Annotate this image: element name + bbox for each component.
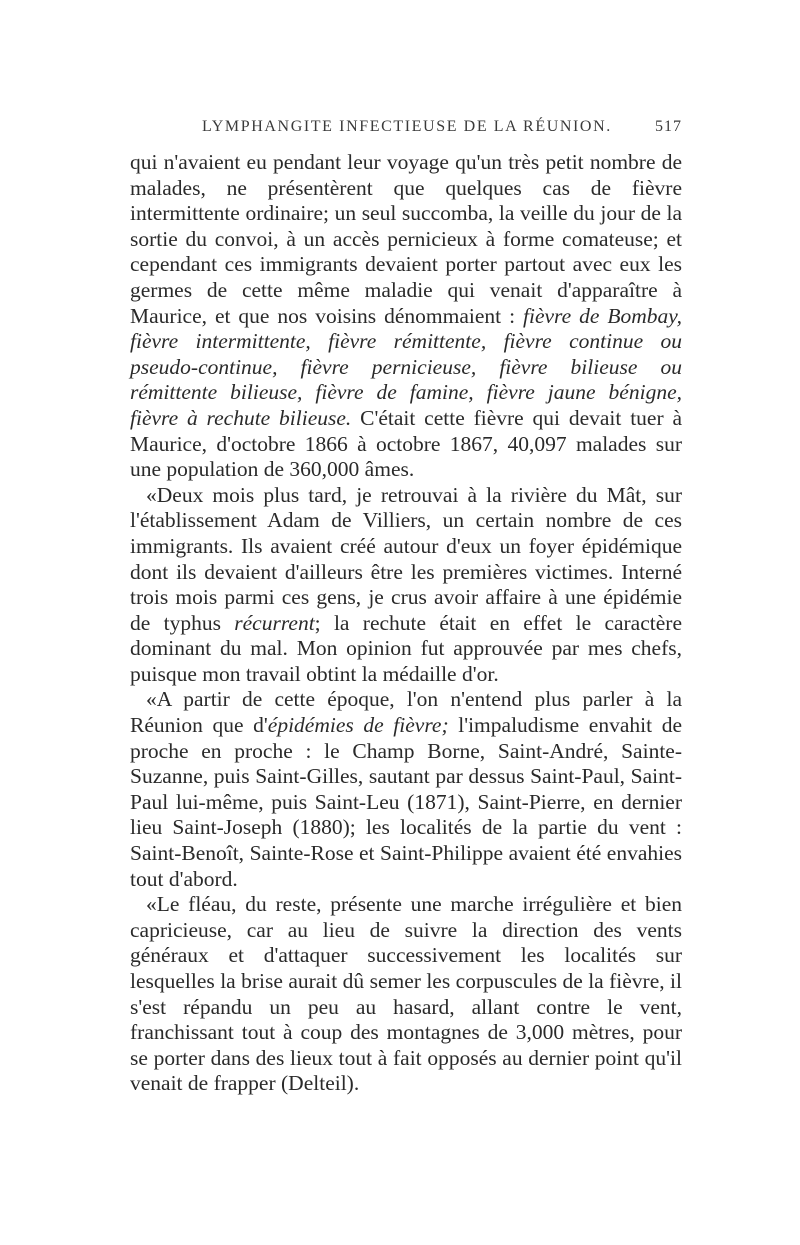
- paragraph-4: [130, 892, 682, 1097]
- page-number: 517: [655, 118, 682, 135]
- body-text: [130, 150, 682, 1097]
- paragraph-1-text-end: C'était cette fièvre qui devait tuer à Maurice, d'octobre 1866 à octobre 1867, 40,097 malades sur une population de 360,000 âmes.: [130, 405, 682, 482]
- paragraph-2-text-end: ; la rechute était en effet le caractère dominant du mal. Mon opinion fut approuvée par mes chefs, puisque mon travail obtint la médaille d'or.: [130, 610, 682, 686]
- paragraph-2-text: «Deux mois plus tard, je retrouvai à la rivière du Mât, sur l'établissement Adam de Villiers, un certain nombre de ces immigrants. Ils avaient créé autour d'eux un foyer épidémique dont ils devaient d'ailleurs être les premières victimes. Interné trois mois parmi ces gens, je crus avoir affaire à une épidémie de typhus: [130, 482, 682, 635]
- running-title: LYMPHANGITE INFECTIEUSE DE LA RÉUNION.: [202, 118, 612, 135]
- paragraph-3: [130, 687, 682, 892]
- running-header: [130, 118, 682, 142]
- paragraph-3-text: «A partir de cette époque, l'on n'entend plus parler à la Réunion que d': [130, 687, 682, 738]
- paragraph-3-italic: épidémies de fièvre;: [267, 713, 449, 738]
- paragraph-2: [130, 483, 682, 688]
- paragraph-1-text: qui n'avaient eu pendant leur voyage qu'un très petit nombre de malades, ne présentèrent que quelques cas de fièvre intermittente ordinaire; un seul succomba, la veille du jour de la sortie du convoi, à un accès pernicieux à forme comateuse; et cependant ces immigrants devaient porter partout avec eux les germes de cette même maladie qui venait d'apparaître à Maurice, et que nos voisins dénommaient :: [130, 150, 682, 328]
- paragraph-3-text-end: l'impaludisme envahit de proche en proche : le Champ Borne, Saint-André, Sainte-Suzanne, puis Saint-Gilles, sautant par dessus Saint-Paul, Saint-Paul lui-même, puis Saint-Leu (1871), Saint-Pierre, en dernier lieu Saint-Joseph (1880); les localités de la partie du vent : Saint-Benoît, Sainte-Rose et Saint-Philippe avaient été envahies tout d'abord.: [130, 713, 682, 891]
- paragraph-1: [130, 150, 682, 483]
- paragraph-4-text: «Le fléau, du reste, présente une marche irrégulière et bien capricieuse, car au lieu de suivre la direction des vents généraux et d'attaquer successivement les localités sur lesquelles la brise aurait dû semer les corpuscules de la fièvre, il s'est répandu un peu au hasard, allant contre le vent, franchissant tout à coup des montagnes de 3,000 mètres, pour se porter dans des lieux tout à fait opposés au dernier point qu'il venait de frapper (Delteil).: [130, 892, 682, 1096]
- paragraph-1-italic: fièvre de Bombay, fièvre intermittente, fièvre rémittente, fièvre continue ou pseudo-continue, fièvre pernicieuse, fièvre bilieuse ou rémittente bilieuse, fièvre de famine, fièvre jaune bénigne, fièvre à rechute bilieuse.: [130, 303, 682, 430]
- paragraph-2-italic: récurrent: [234, 610, 315, 635]
